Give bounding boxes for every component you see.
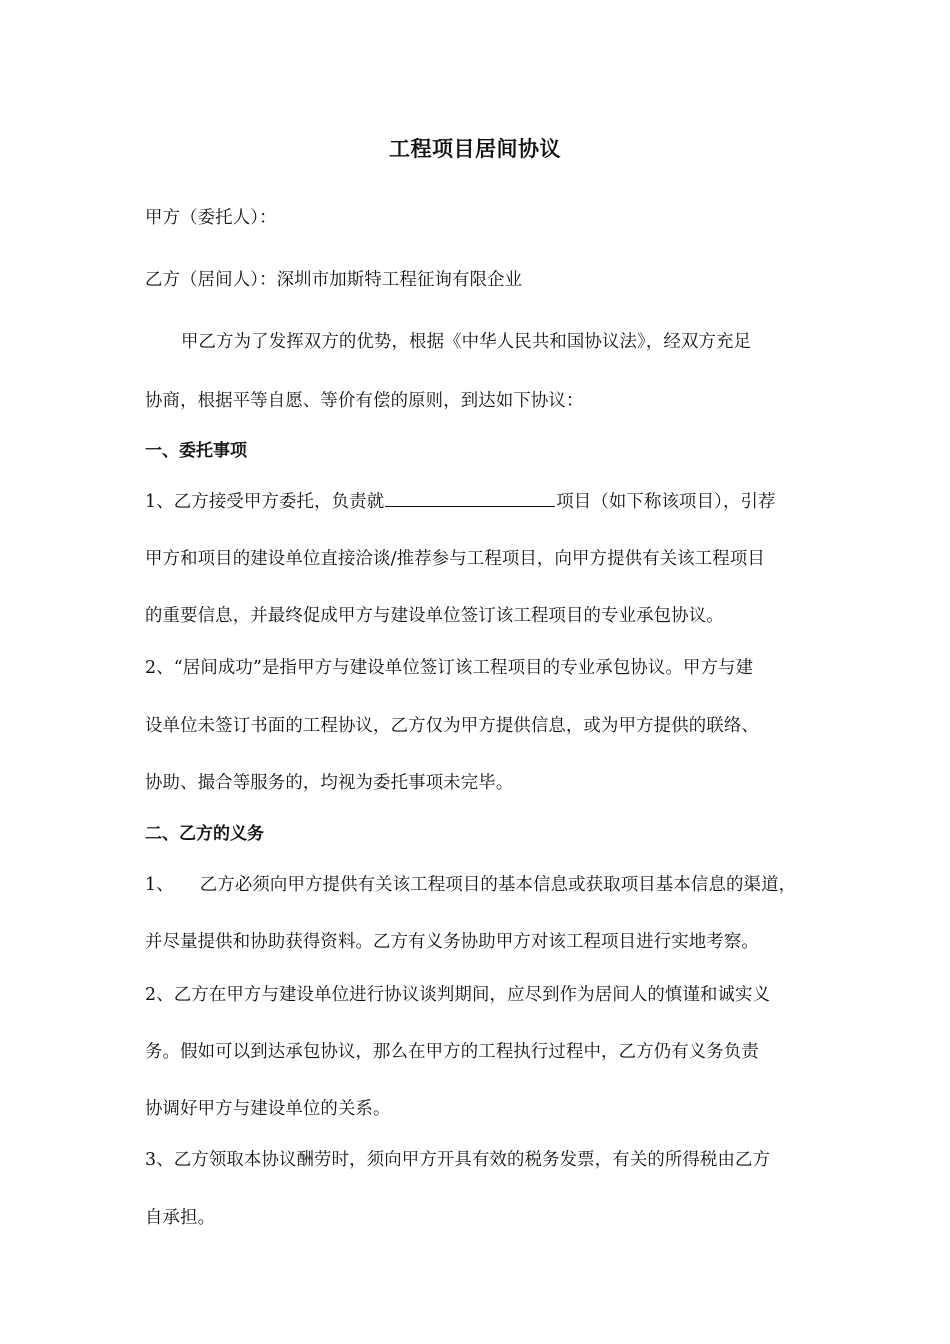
section-2-item-3-line-1: 3、乙方领取本协议酬劳时，须向甲方开具有效的税务发票，有关的所得税由乙方 <box>145 1150 771 1170</box>
document-title: 工程项目居间协议 <box>389 137 561 161</box>
party-a-line: 甲方（委托人）： <box>145 208 277 228</box>
section-2-item-2-line-2: 务。假如可以到达承包协议，那么在甲方的工程执行过程中，乙方仍有义务负责 <box>145 1042 759 1062</box>
section-1-item-1-line-2: 甲方和项目的建设单位直接洽谈/推荐参与工程项目，向甲方提供有关该工程项目 <box>145 549 765 569</box>
section-2-item-2-line-3: 协调好甲方与建设单位的关系。 <box>145 1099 391 1119</box>
preamble-line-1: 甲乙方为了发挥双方的优势，根据《中华人民共和国协议法》，经双方充足 <box>181 332 752 352</box>
item-1-prefix: 1、乙方接受甲方委托，负责就 <box>145 492 385 512</box>
item-1-suffix: 项目（如下称该项目），引荐 <box>556 492 776 512</box>
section-1-item-2-line-3: 协助、撮合等服务的，均视为委托事项未完毕。 <box>145 773 514 793</box>
item-1-first-text: 乙方必须向甲方提供有关该工程项目的基本信息或获取项目基本信息的渠道， <box>199 875 797 895</box>
preamble-line-2: 协商，根据平等自愿、等价有偿的原则，到达如下协议： <box>145 391 584 411</box>
section-1-item-2-line-2: 设单位未签订书面的工程协议，乙方仅为甲方提供信息，或为甲方提供的联络、 <box>145 716 759 736</box>
section-1-item-2-line-1: 2、“居间成功”是指甲方与建设单位签订该工程项目的专业承包协议。甲方与建 <box>145 658 754 678</box>
section-2-item-1-line-1 <box>145 873 796 897</box>
section-2-item-1-line-2: 并尽量提供和协助获得资料。乙方有义务协助甲方对该工程项目进行实地考察。 <box>145 932 759 952</box>
section-2-item-2-line-1: 2、乙方在甲方与建设单位进行协议谈判期间，应尽到作为居间人的慎谨和诚实义 <box>145 985 771 1005</box>
item-1-number: 1、 <box>145 875 174 895</box>
section-2-item-3-line-2: 自承担。 <box>145 1208 216 1228</box>
party-b-line: 乙方（居间人）：深圳市加斯特工程征询有限企业 <box>145 270 523 290</box>
section-1-heading: 一、委托事项 <box>145 441 247 461</box>
section-1-item-1-line-3: 的重要信息，并最终促成甲方与建设单位签订该工程项目的专业承包协议。 <box>145 606 724 626</box>
section-1-item-1-line-1 <box>145 490 776 514</box>
section-2-heading: 二、乙方的义务 <box>145 824 264 844</box>
project-name-blank <box>385 490 555 507</box>
